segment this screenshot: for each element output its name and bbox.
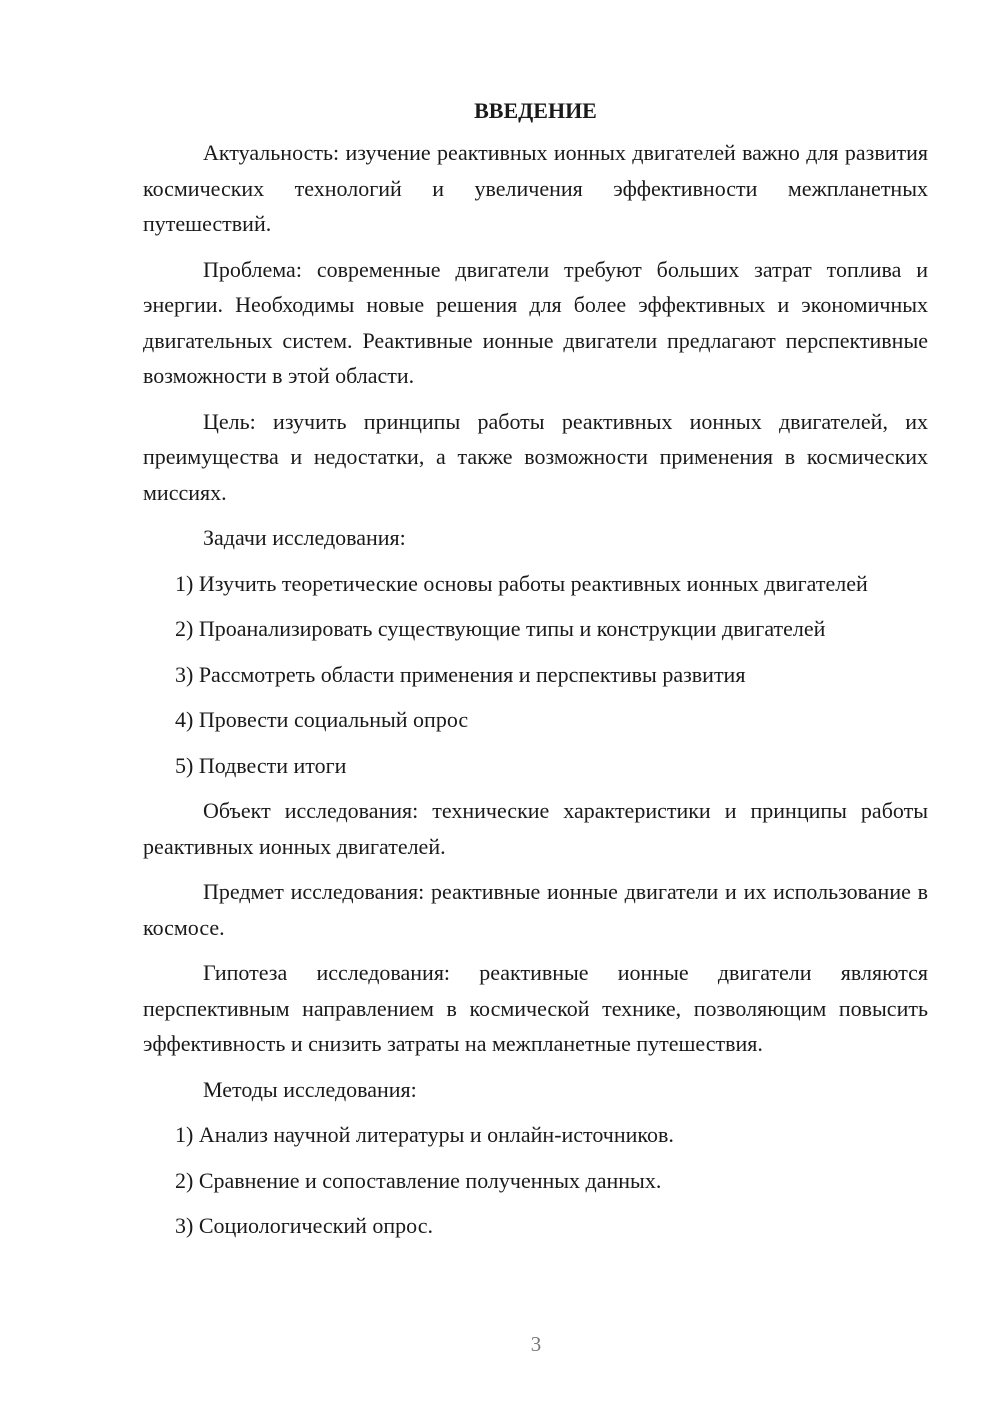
relevance-paragraph: Актуальность: изучение реактивных ионных двигателей важно для развития космических технологий и увеличения эффективности межпланетных путешествий. [143, 140, 928, 236]
page-number: 3 [530, 1332, 542, 1356]
hypothesis-paragraph: Гипотеза исследования: реактивные ионные двигатели являются перспективным направлением в космической технике, позволяющим повысить эффективность и снизить затраты на межпланетные путешествия. [143, 960, 928, 1056]
page-title: ВВЕДЕНИЕ [474, 98, 597, 123]
object-paragraph: Объект исследования: технические характеристики и принципы работы реактивных ионных двигателей. [143, 798, 928, 859]
task-item-4: 4) Провести социальный опрос [175, 707, 469, 732]
subject-paragraph: Предмет исследования: реактивные ионные двигатели и их использование в космосе. [143, 879, 928, 940]
problem-paragraph: Проблема: современные двигатели требуют больших затрат топлива и энергии. Необходимы новые решения для более эффективных и экономичных двигательных систем. Реактивные ионные двигатели предлагают перспективные возможности в этой области. [143, 256, 928, 388]
task-item-5: 5) Подвести итоги [175, 752, 347, 778]
tasks-heading: Задачи исследования: [203, 525, 406, 550]
page-content [143, 96, 928, 1254]
goal-paragraph: Цель: изучить принципы работы реактивных ионных двигателей, их преимущества и недостатки, а также возможности применения в космических миссиях. [143, 408, 928, 505]
task-item-3: 3) Рассмотреть области применения и перспективы развития [175, 661, 746, 687]
method-item-2: 2) Сравнение и сопоставление полученных данных. [175, 1167, 662, 1193]
task-item-1: 1) Изучить теоретические основы работы реактивных ионных двигателей [175, 570, 868, 596]
method-item-1: 1) Анализ научной литературы и онлайн-источников. [175, 1122, 674, 1147]
methods-heading: Методы исследования: [203, 1076, 417, 1102]
task-item-2: 2) Проанализировать существующие типы и конструкции двигателей [175, 616, 826, 641]
method-item-3: 3) Социологический опрос. [175, 1213, 433, 1238]
